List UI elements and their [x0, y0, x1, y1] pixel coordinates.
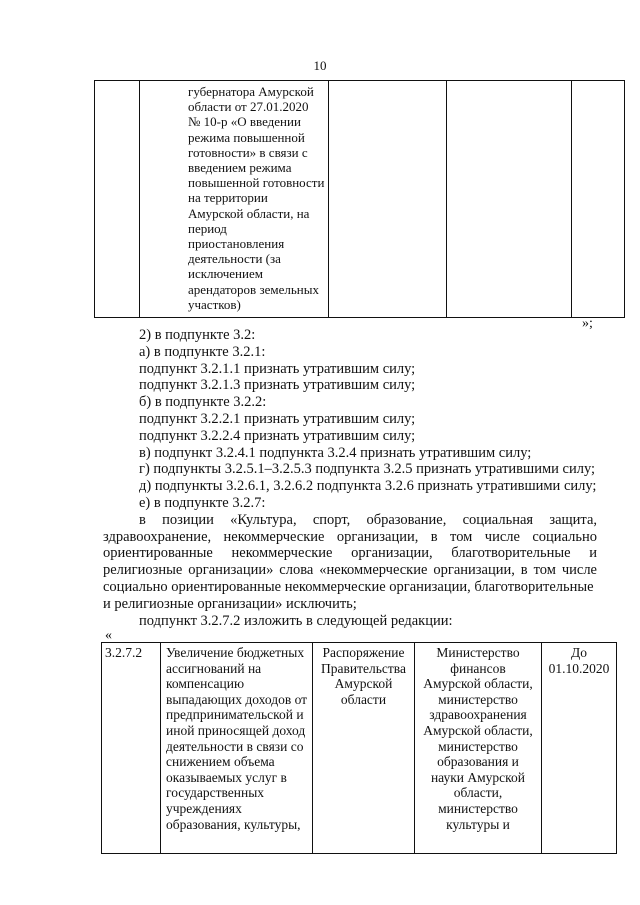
- amendment-paragraph: [103, 512, 597, 579]
- table1-cell-empty-2: [329, 81, 447, 318]
- table1-cell-empty-1: [95, 81, 140, 318]
- item-description-line: оказываемых услуг в: [166, 769, 287, 785]
- amendment-paragraph-line: и религиозные организации» исключить;: [103, 595, 357, 612]
- table1-cell-empty-3: [447, 81, 572, 318]
- table1-text-line: № 10-р «О введении: [188, 114, 301, 130]
- page-number: 10: [313, 58, 327, 73]
- table1-text-line: приостановления: [188, 236, 285, 252]
- amendment-paragraph-line: ориентированные некоммерческие организации, благотворительные и: [103, 545, 597, 562]
- item-executor-lines: [415, 645, 541, 832]
- amendment-line: 2) в подпункте 3.2:: [139, 327, 256, 343]
- item-document-line: Правительства: [321, 660, 406, 676]
- item-document-line: области: [340, 691, 387, 707]
- amendment-line: подпункт 3.2.1.1 признать утратившим силу;: [139, 360, 416, 377]
- table1-text-line: деятельности (за: [188, 251, 281, 267]
- item-executor-line: министерство: [438, 691, 518, 707]
- amendment-line: г) подпункты 3.2.5.1–3.2.5.3 подпункта 3.2.5 признать утратившими силу;: [139, 461, 596, 478]
- amendment-paragraph-line: в позиции «Культура, спорт, образование, социальная защита,: [139, 511, 597, 528]
- item-executor-line: области,: [453, 785, 503, 801]
- item-executor-line: министерство: [438, 800, 518, 816]
- continuation-table: [94, 80, 625, 318]
- amendment-lines: [103, 327, 597, 512]
- table1-text-line: участков): [188, 296, 241, 312]
- item-description-line: выпадающих доходов от: [166, 691, 308, 707]
- item-number: 3.2.7.2: [105, 645, 143, 660]
- table1-text-line: Амурской области, на: [188, 205, 310, 221]
- table1-text-line: исключением: [188, 266, 263, 282]
- item-description-line: государственных: [166, 785, 265, 801]
- table1-text-line: арендаторов земельных: [188, 281, 319, 297]
- item-executor-line: науки Амурской: [430, 769, 526, 785]
- item-description-line: компенсацию: [166, 676, 245, 692]
- item-executor-line: здравоохранения: [429, 707, 527, 723]
- amendment-line: д) подпункты 3.2.6.1, 3.2.6.2 подпункта 3.2.6 признать утратившими силу;: [139, 478, 597, 495]
- amendment-line: а) в подпункте 3.2.1:: [139, 343, 266, 360]
- opening-quote-mark: «: [105, 628, 112, 643]
- amendment-paragraph-line: социально ориентированные некоммерческие организации, благотворительные: [103, 578, 594, 595]
- table1-text-line: период: [188, 220, 227, 236]
- table1-text-line: введением режима: [188, 160, 292, 176]
- item-description-line: деятельности в связи со: [166, 738, 304, 754]
- item-description-line: иной приносящей доход: [166, 722, 306, 738]
- item-description-line: учреждениях: [166, 800, 242, 816]
- item-executor-line: Амурской области,: [423, 722, 533, 738]
- item-document-lines: [313, 645, 414, 707]
- item-executor-line: министерство: [438, 738, 518, 754]
- table1-text-line: готовности» в связи с: [188, 144, 308, 160]
- item-deadline-line: До: [571, 645, 587, 660]
- item-description-lines: [166, 645, 312, 832]
- amendment-paragraph-line: здравоохранение, некоммерческие организации, в том числе социально: [103, 528, 597, 545]
- item-deadline-lines: [542, 645, 616, 676]
- table1-cell-empty-4: [572, 81, 625, 318]
- item-executor-line: Министерство: [436, 645, 520, 660]
- amendment-line: подпункт 3.2.2.1 признать утратившим силу;: [139, 410, 416, 427]
- amendment-line: б) в подпункте 3.2.2:: [139, 394, 267, 411]
- amendment-text: [103, 327, 597, 629]
- item-description-cell: [161, 643, 313, 854]
- item-executor-line: финансов: [450, 660, 506, 676]
- item-document-line: Амурской: [334, 676, 393, 692]
- amendment-line: е) в подпункте 3.2.7:: [139, 494, 266, 511]
- table1-text-line: повышенной готовности: [188, 175, 325, 191]
- item-executor-cell: [415, 643, 542, 854]
- item-executor-line: образования и: [437, 754, 519, 770]
- table1-text-line: на территории: [188, 190, 268, 206]
- item-description-line: ассигнований на: [166, 660, 262, 676]
- amendment-line: в) подпункт 3.2.4.1 подпункта 3.2.4 признать утратившим силу;: [139, 444, 532, 461]
- item-description-line: Увеличение бюджетных: [166, 645, 305, 660]
- amendment-line: подпункт 3.2.1.3 признать утратившим силу;: [139, 377, 416, 394]
- amendment-paragraph-line: религиозные организации» слова «некоммерческие организации, в том числе: [103, 562, 597, 579]
- item-description-line: предпринимательской и: [166, 707, 304, 723]
- amendment-final-line: подпункт 3.2.7.2 изложить в следующей редакции:: [139, 612, 453, 629]
- item-executor-line: культуры и: [446, 816, 510, 832]
- item-document-cell: [313, 643, 415, 854]
- amendment-paragraph-end: [103, 579, 597, 613]
- new-item-table: [101, 642, 617, 854]
- item-description-line: образования, культуры,: [166, 816, 301, 832]
- item-deadline-line: 01.10.2020: [548, 660, 610, 676]
- table1-text-line: губернатора Амурской: [188, 84, 314, 99]
- item-number-cell: [102, 643, 161, 854]
- table1-text-lines: [140, 81, 328, 312]
- table1-text-line: области от 27.01.2020: [188, 99, 309, 115]
- item-executor-line: Амурской области,: [423, 676, 533, 692]
- table1-cell-text: [140, 81, 329, 318]
- table1-text-line: режима повышенной: [188, 129, 305, 145]
- amendment-line: подпункт 3.2.2.4 признать утратившим силу;: [139, 427, 416, 444]
- item-description-line: снижением объема: [166, 754, 275, 770]
- item-deadline-cell: [542, 643, 617, 854]
- item-document-line: Распоряжение: [322, 645, 405, 660]
- closing-quote-mark: »;: [582, 316, 593, 331]
